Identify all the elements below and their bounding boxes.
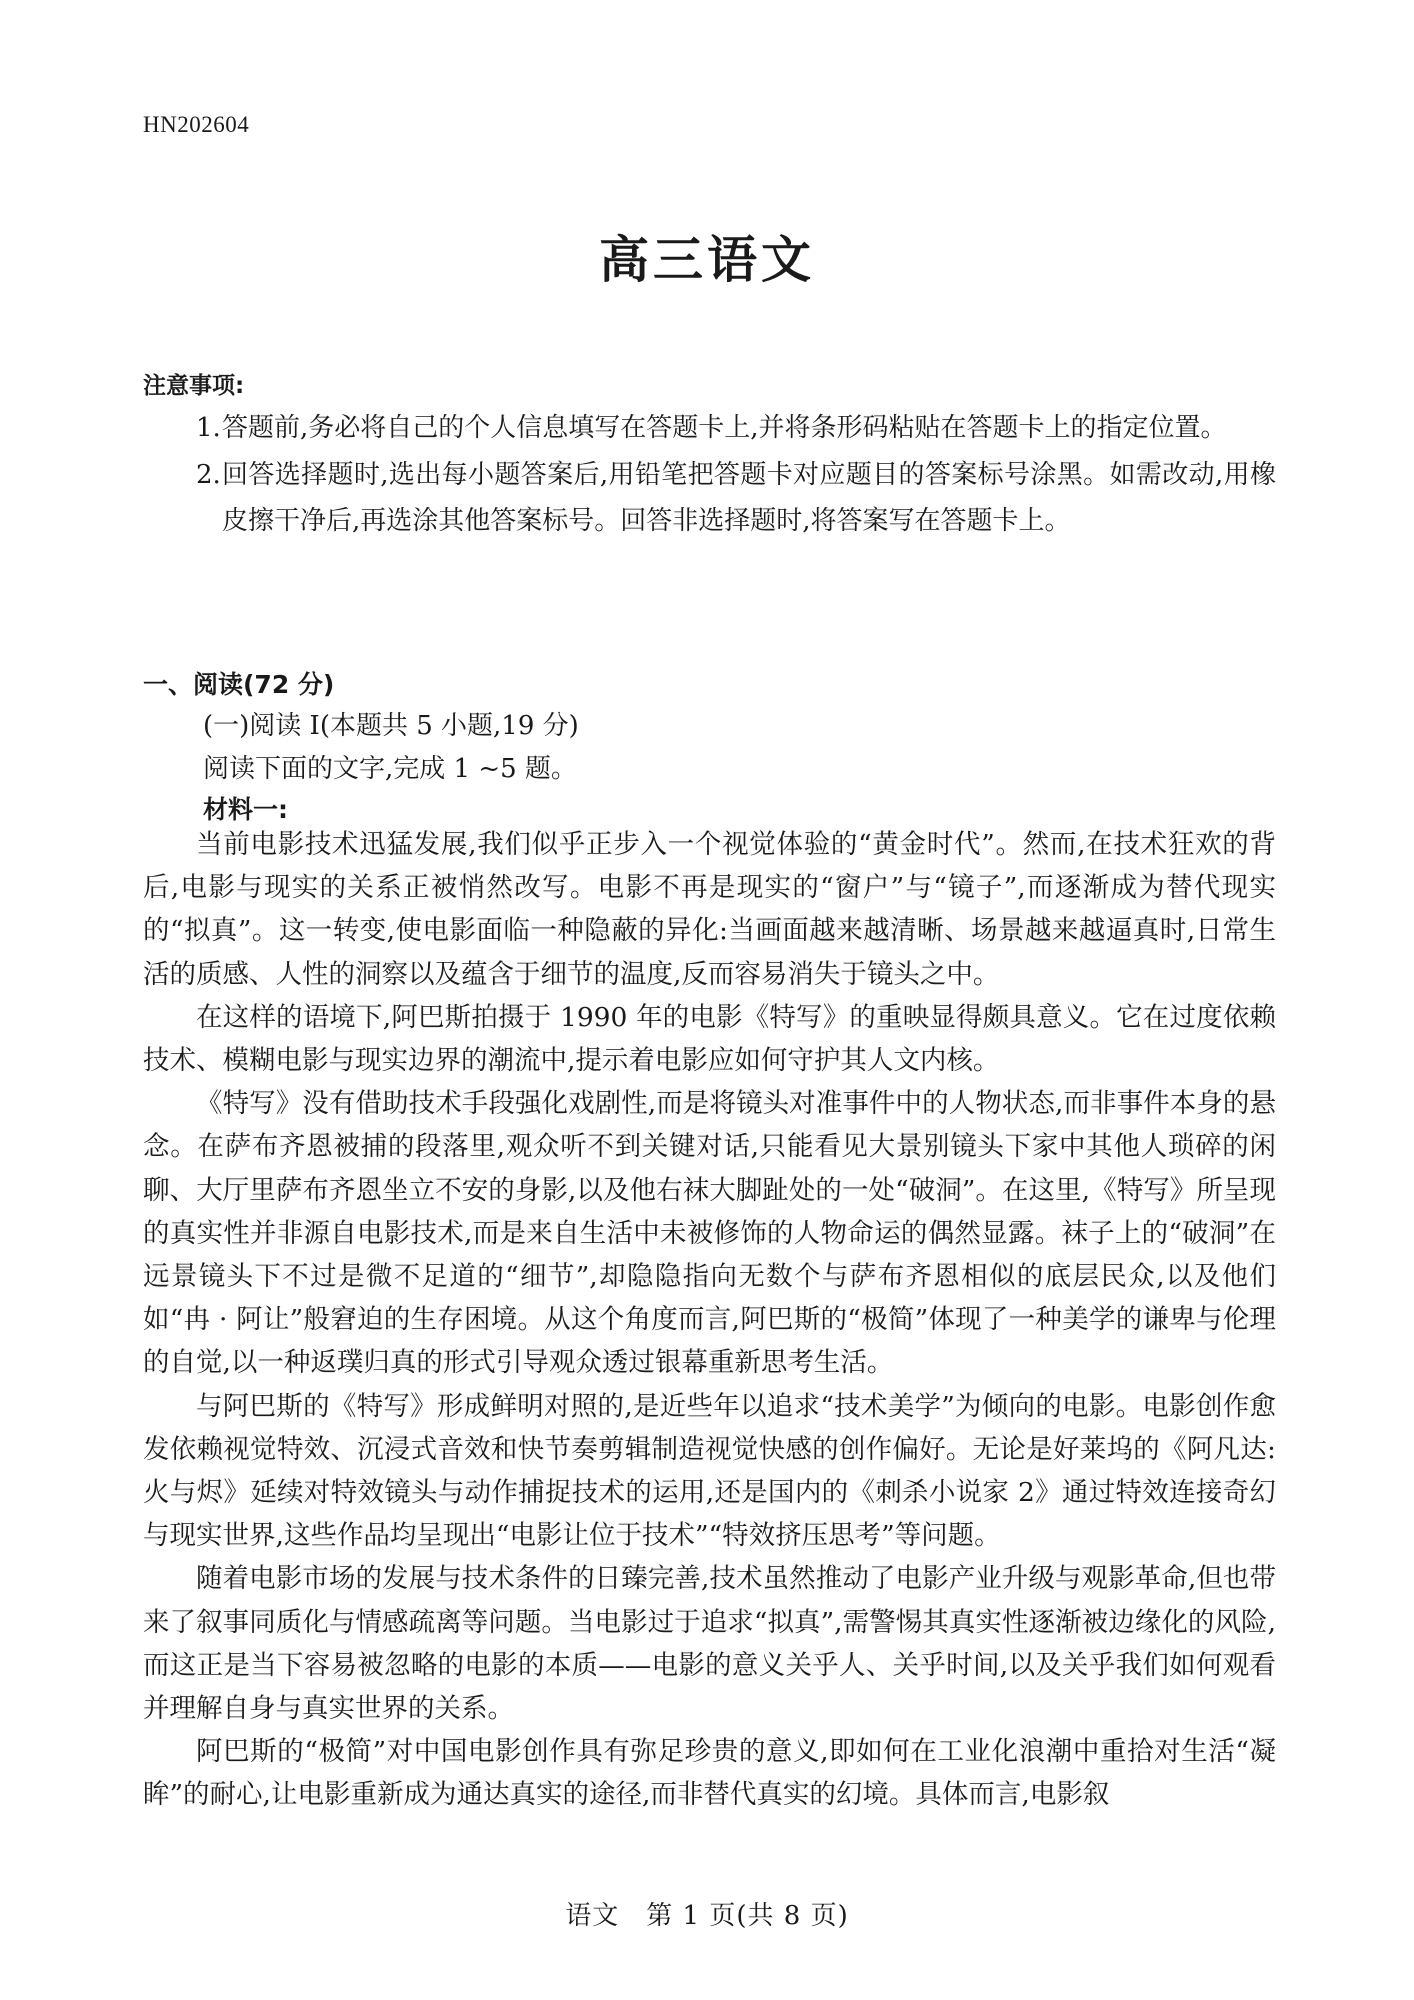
notice-heading: 注意事项:: [143, 373, 245, 399]
passage-paragraph: 随着电影市场的发展与技术条件的日臻完善,技术虽然推动了电影产业升级与观影革命,但也带来了叙事同质化与情感疏离等问题。当电影过于追求“拟真”,需警惕其真实性逐渐被边缘化的风险,而这正是当下容易被忽略的电影的本质——电影的意义关乎人、关乎时间,以及关乎我们如何观看并理解自身与真实世界的关系。: [143, 1563, 1276, 1725]
page-footer: 语文 第 1 页(共 8 页): [565, 1901, 849, 1931]
material-label: 材料一:: [203, 795, 288, 824]
passage-paragraph: 当前电影技术迅猛发展,我们似乎正步入一个视觉体验的“黄金时代”。然而,在技术狂欢的背后,电影与现实的关系正被悄然改写。电影不再是现实的“窗户”与“镜子”,而逐渐成为替代现实的“拟真”。这一转变,使电影面临一种隐蔽的异化:当画面越来越清晰、场景越来越逼真时,日常生活的质感、人性的洞察以及蕴含于细节的温度,反而容易消失于镜头之中。: [143, 829, 1276, 990]
passage-paragraph: 在这样的语境下,阿巴斯拍摄于 1990 年的电影《特写》的重映显得颇具意义。它在过度依赖技术、模糊电影与现实边界的潮流中,提示着电影应如何守护其人文内核。: [143, 1001, 1276, 1077]
exam-code: HN202604: [143, 112, 250, 137]
reading-instruction: 阅读下面的文字,完成 1 ~5 题。: [203, 754, 577, 784]
reading-passage: [143, 823, 1276, 1817]
notice-item: [196, 405, 1276, 452]
notice-item-text: 回答选择题时,选出每小题答案后,用铅笔把答题卡对应题目的答案标号涂黑。如需改动,用橡皮擦干净后,再选涂其他答案标号。回答非选择题时,将答案写在答题卡上。: [222, 459, 1276, 536]
notice-item-number: 1.: [196, 413, 221, 443]
passage-paragraph: 与阿巴斯的《特写》形成鲜明对照的,是近些年以追求“技术美学”为倾向的电影。电影创作愈发依赖视觉特效、沉浸式音效和快节奏剪辑制造视觉快感的创作偏好。无论是好莱坞的《阿凡达:火与烬》延续对特效镜头与动作捕捉技术的运用,还是国内的《刺杀小说家 2》通过特效连接奇幻与现实世界,这些作品均呈现出“电影让位于技术”“特效挤压思考”等问题。: [143, 1390, 1276, 1552]
exam-title: 高三语文: [599, 231, 815, 289]
notice-item: [196, 452, 1276, 545]
sub-section-heading: (一)阅读 I(本题共 5 小题,19 分): [203, 711, 579, 741]
notice-list: [196, 405, 1276, 545]
section-heading: 一、阅读(72 分): [143, 670, 335, 699]
passage-paragraph: 《特写》没有借助技术手段强化戏剧性,而是将镜头对准事件中的人物状态,而非事件本身的悬念。在萨布齐恩被捕的段落里,观众听不到关键对话,只能看见大景别镜头下家中其他人琐碎的闲聊、大厅里萨布齐恩坐立不安的身影,以及他右袜大脚趾处的一处“破洞”。在这里,《特写》所呈现的真实性并非源自电影技术,而是来自生活中未被修饰的人物命运的偶然显露。袜子上的“破洞”在远景镜头下不过是微不足道的“细节”,却隐隐指向无数个与萨布齐恩相似的底层民众,以及他们如“冉 · 阿让”般窘迫的生存困境。从这个角度而言,阿巴斯的“极简”体现了一种美学的谦卑与伦理的自觉,以一种返璞归真的形式引导观众透过银幕重新思考生活。: [143, 1088, 1276, 1379]
notice-item-number: 2.: [196, 459, 221, 490]
passage-paragraph: 阿巴斯的“极简”对中国电影创作具有弥足珍贵的意义,即如何在工业化浪潮中重拾对生活“凝眸”的耐心,让电影重新成为通达真实的途径,而非替代真实的幻境。具体而言,电影叙: [143, 1736, 1276, 1811]
notice-item-text: 答题前,务必将自己的个人信息填写在答题卡上,并将条形码粘贴在答题卡上的指定位置。: [222, 413, 1227, 443]
